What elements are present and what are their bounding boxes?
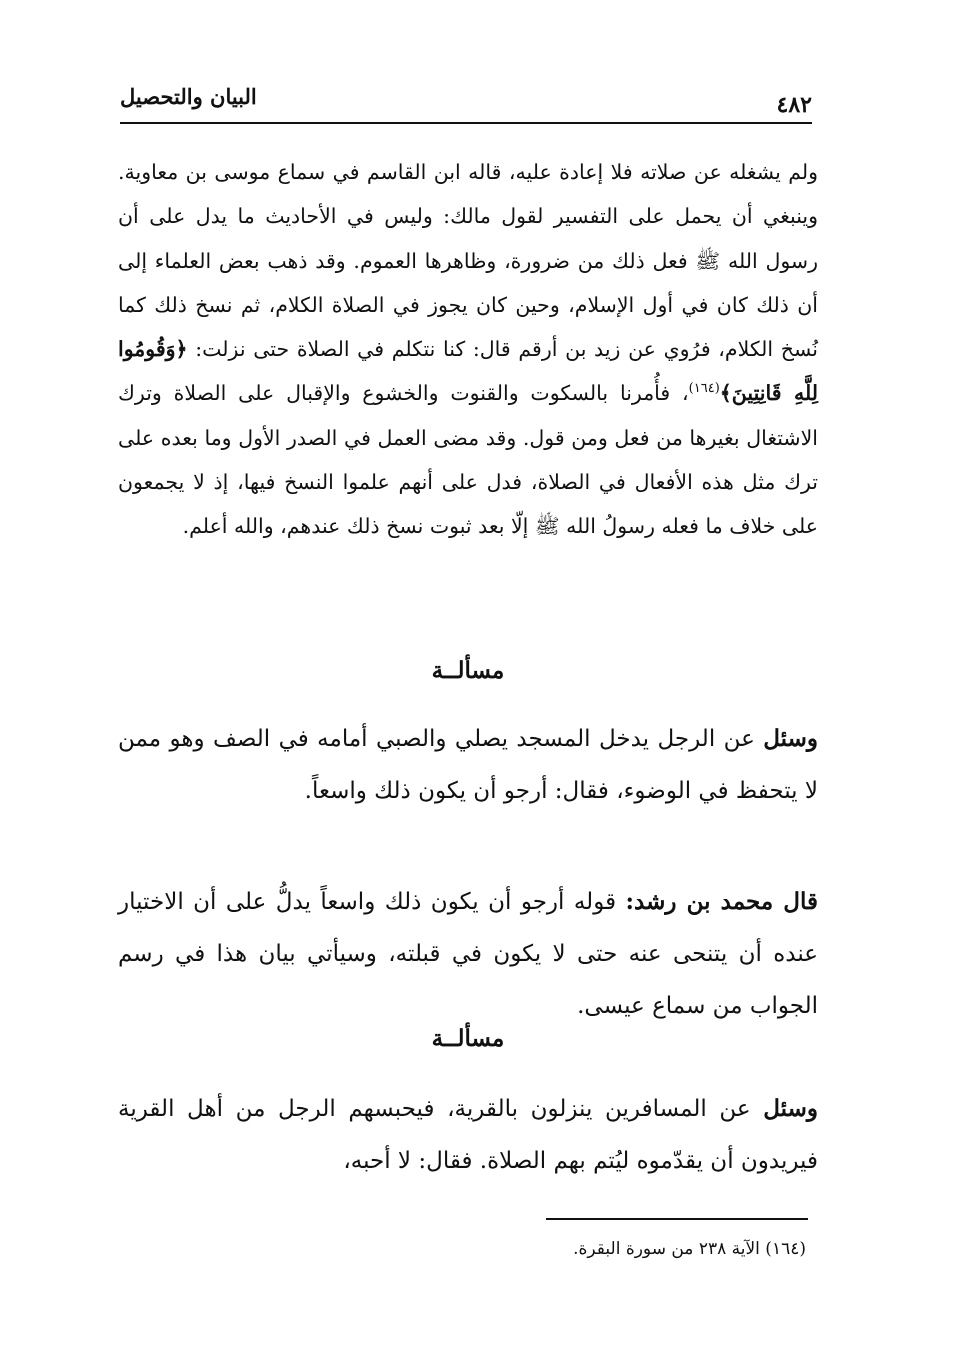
footnote: (١٦٤) الآية ٢٣٨ من سورة البقرة.	[573, 1239, 806, 1259]
paragraph-1-text-b: ، فأُمرنا بالسكوت والقنوت والخشوع والإقبال على الصلاة وترك الاشتغال بغيرها من فعل ومن قول. وقد مضى العمل في الصدر الأول وما بعده على ترك مثل هذه الأفعال في الصلاة، فدل على أنهم علموا النسخ فيها، إذ لا يجمعون على خلاف ما فعله رسولُ الله ﷺ إلّا بعد ثبوت نسخ ذلك عندهم، والله أعلم.	[118, 381, 818, 539]
footnote-rule	[546, 1218, 808, 1220]
paragraph-4	[118, 1083, 818, 1187]
paragraph-3-text: قوله أرجو أن يكون ذلك واسعاً يدلُّ على أن الاختيار عنده أن يتنحى عنه حتى لا يكون في قبلته، وسيأتي بيان هذا في رسم الجواب من سماع عيسى.	[118, 889, 818, 1019]
page-number: ٤٨٢	[776, 92, 812, 118]
running-title: البيان والتحصيل	[120, 84, 257, 109]
footnote-ref: (١٦٤)	[688, 381, 720, 397]
paragraph-4-lead: وسئل	[763, 1095, 819, 1122]
paragraph-2-text: عن الرجل يدخل المسجد يصلي والصبي أمامه في الصف وهو ممن لا يتحفظ في الوضوء، فقال: أرجو أن يكون ذلك واسعاً.	[118, 726, 818, 804]
paragraph-3-lead: قال محمد بن رشد:	[625, 888, 819, 915]
section-heading-1: مسألــة	[431, 657, 505, 684]
quran-verse: ﴿وَقُومُوا لِلَّهِ قَانِتِينَ﴾	[118, 337, 818, 406]
paragraph-1-text-a: ولم يشغله عن صلاته فلا إعادة عليه، قاله ابن القاسم في سماع موسى بن معاوية. وينبغي أن يحمل على التفسير لقول مالك: وليس في الأحاديث ما يدل على أن رسول الله ﷺ فعل ذلك من ضرورة، وظاهرها العموم. وقد ذهب بعض العلماء إلى أن ذلك كان في أول الإسلام، وحين كان يجوز في الصلاة الكلام، ثم نسخ ذلك كما نُسخ الكلام، فرُوي عن زيد بن أرقم قال: كنا نتكلم في الصلاة حتى نزلت:	[118, 160, 818, 362]
paragraph-1	[118, 150, 818, 549]
header-rule	[120, 122, 812, 124]
section-heading-2: مسألــة	[431, 1025, 505, 1052]
paragraph-4-text: عن المسافرين ينزلون بالقرية، فيحبسهم الرجل من أهل القرية فيريدون أن يقدّموه ليُتم بهم الصلاة. فقال: لا أحبه،	[118, 1096, 818, 1174]
paragraph-3	[118, 876, 818, 1032]
paragraph-2-lead: وسئل	[763, 725, 818, 752]
paragraph-2	[118, 713, 818, 817]
page-header	[120, 80, 812, 124]
